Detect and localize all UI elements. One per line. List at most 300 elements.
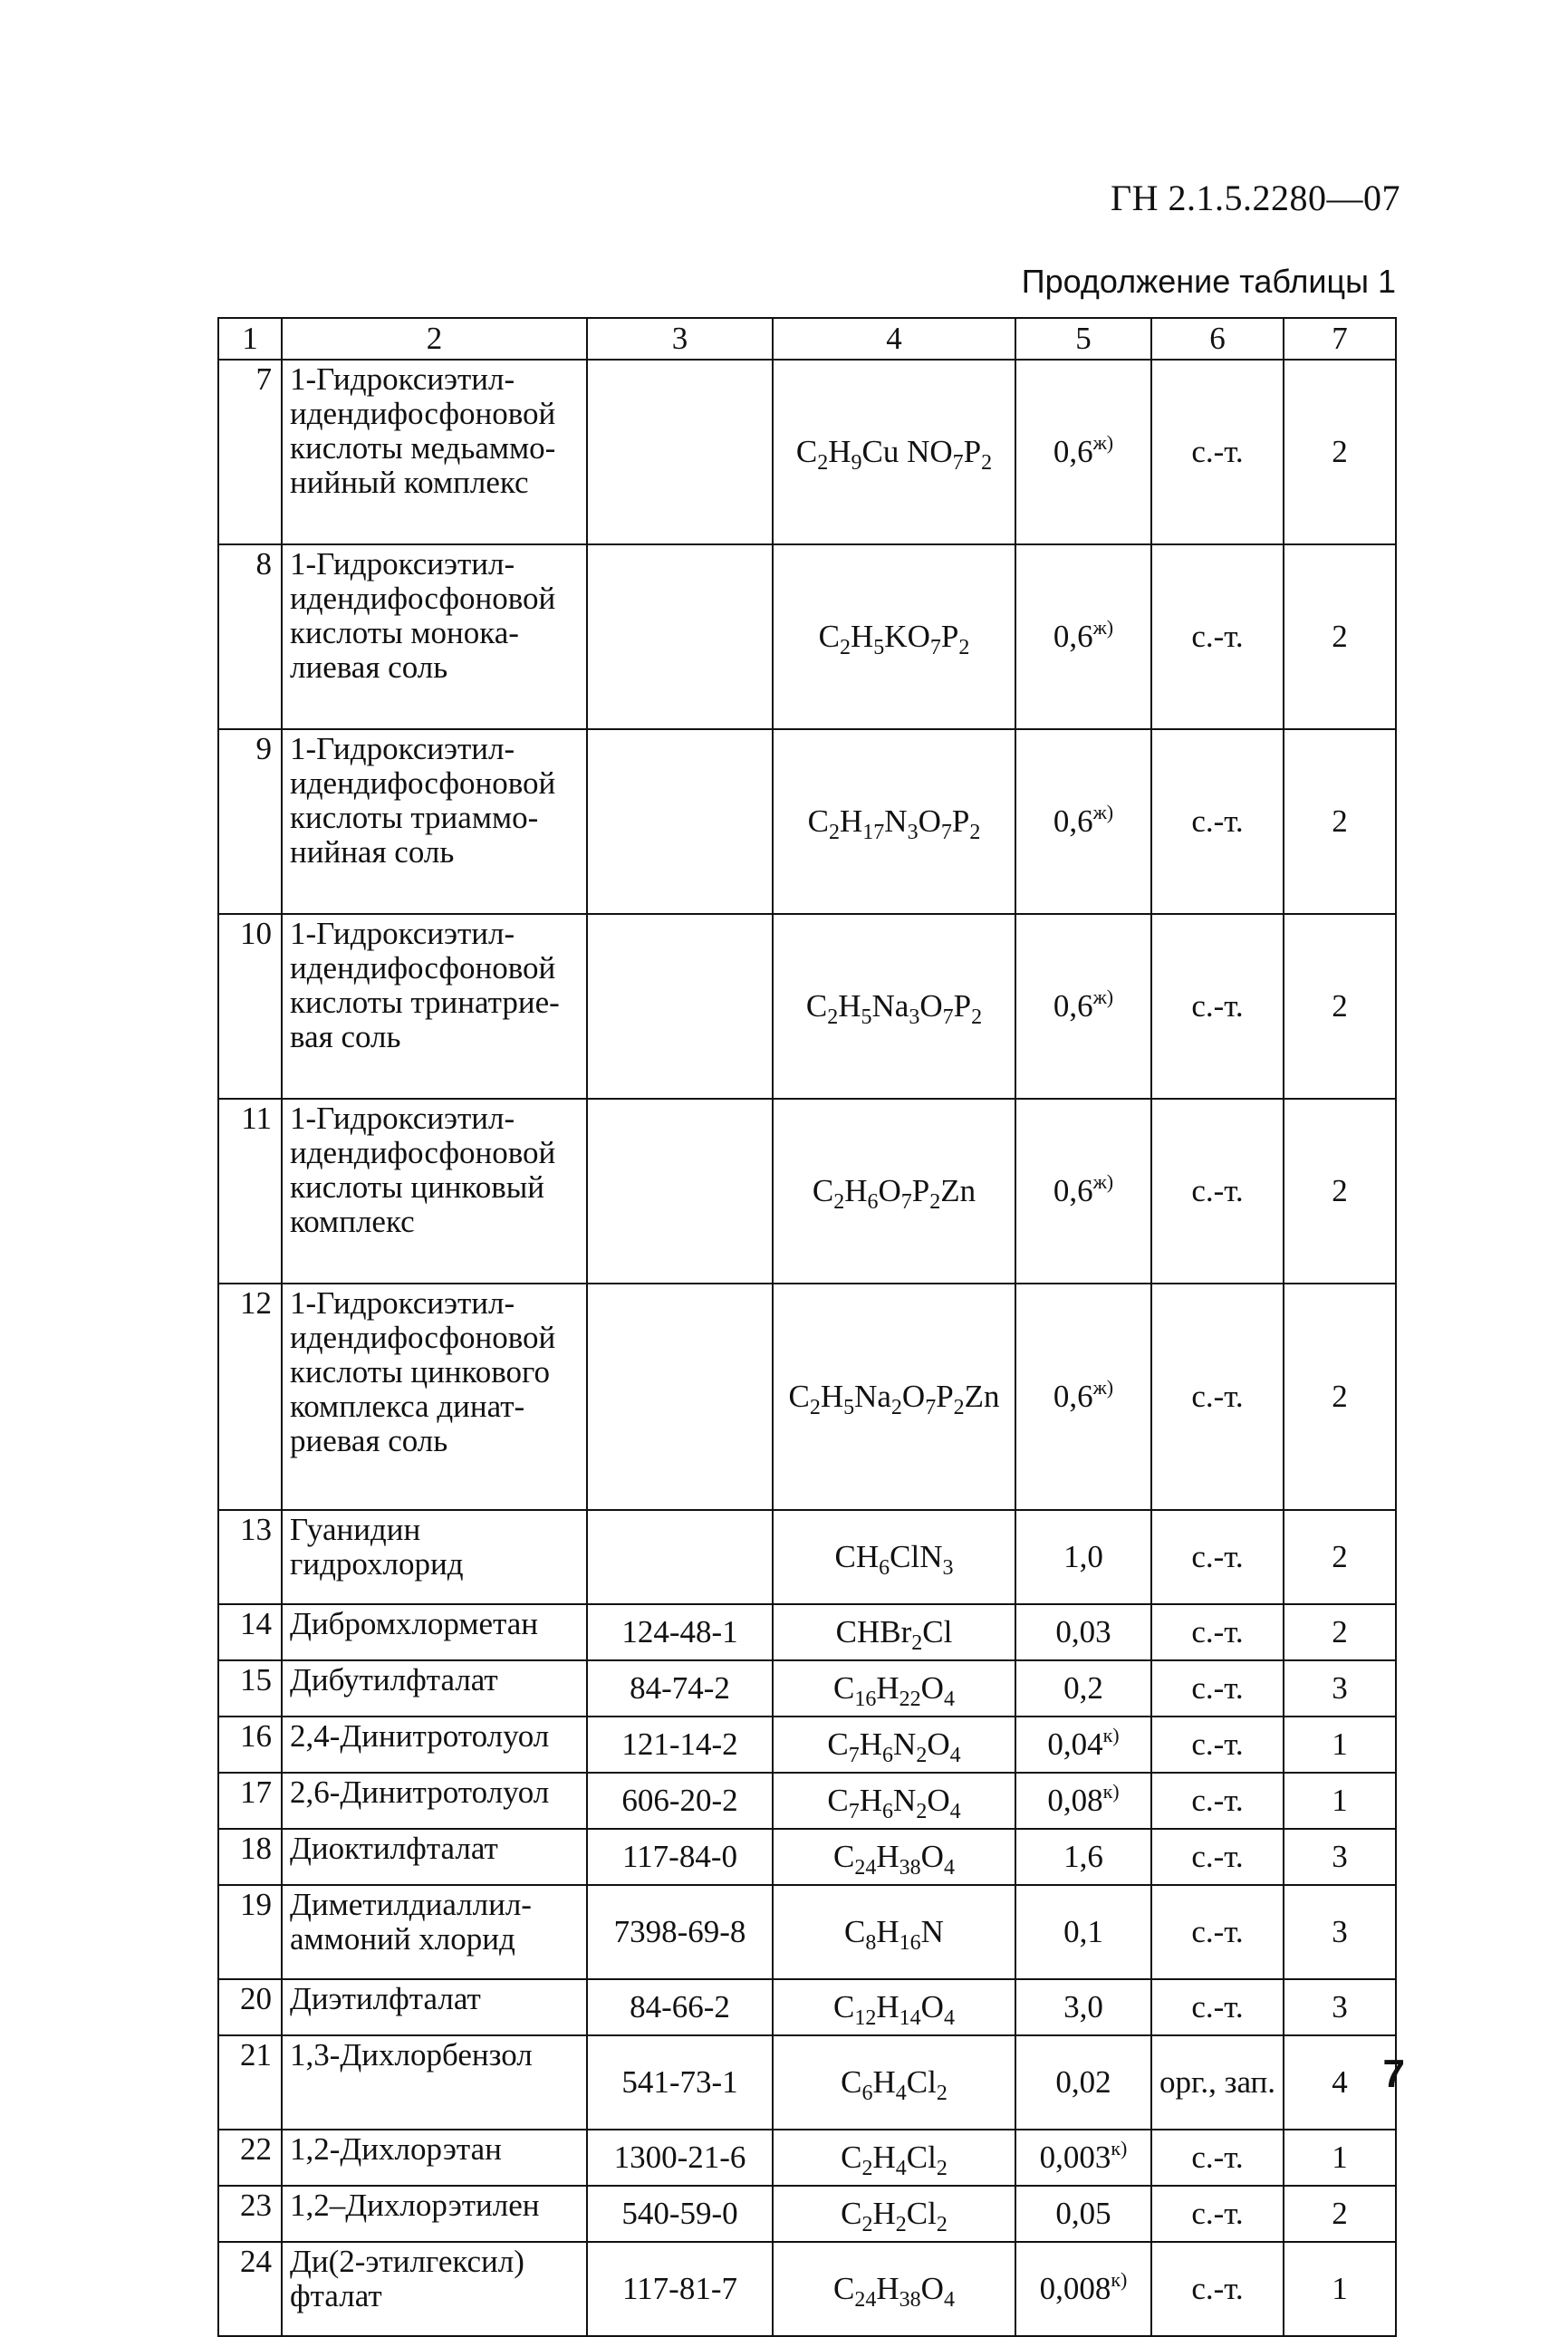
cas-number-cell: 541-73-1 [587, 2035, 773, 2130]
row-number-cell: 10 [218, 914, 282, 1099]
substance-name-cell: 2,6-Динитротолуол [282, 1773, 587, 1829]
formula-cell [773, 544, 1015, 729]
formula-subscript: 38 [899, 2288, 921, 2312]
formula-element: O [901, 1379, 926, 1414]
formula-element: O [920, 1839, 944, 1874]
formula-element: P [936, 1379, 954, 1414]
concentration-cell [1015, 1717, 1151, 1773]
cas-number-cell: 84-66-2 [587, 1979, 773, 2035]
table-row [218, 1885, 1396, 1979]
formula-subscript: 17 [862, 821, 885, 844]
formula-element: Zn [964, 1379, 1000, 1414]
row-number-cell: 11 [218, 1099, 282, 1284]
formula-element: ClN [890, 1539, 943, 1574]
cas-number-cell: 606-20-2 [587, 1773, 773, 1829]
formula-cell [773, 1660, 1015, 1717]
formula-element: H [859, 1783, 883, 1818]
formula-cell [773, 1099, 1015, 1284]
formula-element: C [805, 988, 828, 1024]
hazard-indicator-cell: с.-т. [1151, 1510, 1284, 1604]
table-row [218, 1717, 1396, 1773]
hazard-class-cell: 1 [1284, 1717, 1396, 1773]
concentration-cell [1015, 1829, 1151, 1885]
concentration-cell [1015, 1773, 1151, 1829]
formula-element: N [893, 1726, 917, 1762]
row-number-cell: 9 [218, 729, 282, 914]
concentration-value: 0,2 [1063, 1670, 1103, 1706]
formula-cell [773, 360, 1015, 544]
formula-subscript: 2 [911, 1631, 923, 1655]
row-number-cell: 20 [218, 1979, 282, 2035]
cas-number-cell [587, 360, 773, 544]
formula-element: P [953, 988, 972, 1024]
footnote-marker: к) [1111, 2268, 1128, 2291]
formula-subscript: 2 [929, 1190, 941, 1214]
row-number-cell: 18 [218, 1829, 282, 1885]
hazard-class-cell: 3 [1284, 1885, 1396, 1979]
cas-number-cell: 540-59-0 [587, 2186, 773, 2242]
concentration-value: 0,1 [1063, 1914, 1103, 1949]
formula-subscript: 2 [861, 2157, 873, 2180]
formula-subscript: 38 [899, 1856, 921, 1880]
formula-element: C [833, 1989, 855, 2024]
formula-element: P [911, 1173, 930, 1208]
table-caption: Продолжение таблицы 1 [1021, 263, 1396, 300]
formula-subscript: 24 [854, 1856, 877, 1880]
concentration-cell [1015, 1604, 1151, 1660]
formula-element: H [840, 803, 863, 839]
cas-number-cell [587, 1284, 773, 1510]
formula-subscript: 2 [840, 636, 851, 659]
hazard-class-cell: 2 [1284, 360, 1396, 544]
formula-subscript: 4 [943, 1856, 955, 1880]
formula-element: Cl [922, 1614, 953, 1649]
row-number-cell: 21 [218, 2035, 282, 2130]
formula-subscript: 4 [943, 2006, 955, 2030]
formula-subscript: 2 [936, 2213, 948, 2236]
cas-number-cell: 117-84-0 [587, 1829, 773, 1885]
table-row [218, 2242, 1396, 2336]
substance-name-cell: 1-Гидроксиэтил-идендифосфоновой кислоты цинковый комплекс [282, 1099, 587, 1284]
row-number-cell: 12 [218, 1284, 282, 1510]
hazard-class-cell: 3 [1284, 1829, 1396, 1885]
formula-subscript: 5 [873, 636, 885, 659]
hazard-indicator-cell: с.-т. [1151, 1604, 1284, 1660]
cas-number-cell [587, 1510, 773, 1604]
formula-element: N [884, 803, 908, 839]
formula-element: C [818, 619, 841, 654]
formula-subscript: 7 [900, 1190, 912, 1214]
hazard-indicator-cell: с.-т. [1151, 544, 1284, 729]
formula-subscript: 16 [854, 1688, 877, 1711]
formula-subscript: 7 [952, 451, 964, 475]
formula-element: P [951, 803, 970, 839]
hazard-class-cell: 1 [1284, 2242, 1396, 2336]
formula-element: C [788, 1379, 810, 1414]
hazard-indicator-cell: с.-т. [1151, 1284, 1284, 1510]
formula-subscript: 7 [848, 1744, 860, 1767]
row-number-cell: 13 [218, 1510, 282, 1604]
substance-name-cell: 1,3-Дихлорбензол [282, 2035, 587, 2130]
formula-element: CHBr [835, 1614, 912, 1649]
table-row [218, 1829, 1396, 1885]
table-row [218, 914, 1396, 1099]
hazard-indicator-cell: с.-т. [1151, 2130, 1284, 2186]
formula-element: C [844, 1914, 866, 1949]
formula-cell [773, 2130, 1015, 2186]
table-row [218, 1773, 1396, 1829]
substance-name-cell: Диоктилфталат [282, 1829, 587, 1885]
formula-element: Cl [906, 2064, 937, 2100]
footnote-marker: ж) [1092, 616, 1114, 639]
concentration-value: 0,6 [1053, 988, 1093, 1024]
formula-subscript: 4 [895, 2082, 907, 2105]
hazard-indicator-cell: с.-т. [1151, 1979, 1284, 2035]
formula-element: C [795, 434, 818, 469]
table-row [218, 2035, 1396, 2130]
formula-element: N [920, 1914, 944, 1949]
substance-name-cell: Диэтилфталат [282, 1979, 587, 2035]
cas-number-cell: 117-81-7 [587, 2242, 773, 2336]
formula-element: O [920, 1670, 944, 1706]
formula-subscript: 2 [895, 2213, 907, 2236]
hazard-class-cell: 4 [1284, 2035, 1396, 2130]
footnote-marker: ж) [1092, 1170, 1114, 1193]
concentration-value: 0,6 [1053, 803, 1093, 839]
concentration-value: 1,6 [1063, 1839, 1103, 1874]
formula-subscript: 2 [817, 451, 829, 475]
formula-subscript: 2 [936, 2157, 948, 2180]
formula-subscript: 14 [899, 2006, 921, 2030]
table-row [218, 1604, 1396, 1660]
formula-subscript: 4 [895, 2157, 907, 2180]
hazard-indicator-cell: с.-т. [1151, 1773, 1284, 1829]
hazard-indicator-cell: с.-т. [1151, 1885, 1284, 1979]
hazard-indicator-cell: с.-т. [1151, 729, 1284, 914]
formula-element: C [812, 1173, 834, 1208]
substance-name-cell: 1-Гидроксиэтил-идендифосфоновой кислоты тринатрие-вая соль [282, 914, 587, 1099]
footnote-marker: ж) [1092, 1376, 1114, 1399]
row-number-cell: 17 [218, 1773, 282, 1829]
hazard-class-cell: 2 [1284, 1284, 1396, 1510]
concentration-cell [1015, 2035, 1151, 2130]
formula-element: H [876, 1989, 899, 2024]
document-code: ГН 2.1.5.2280—07 [1110, 178, 1400, 218]
cas-number-cell: 84-74-2 [587, 1660, 773, 1717]
hazard-class-cell: 2 [1284, 1099, 1396, 1284]
hazard-class-cell: 3 [1284, 1660, 1396, 1717]
formula-subscript: 7 [925, 1396, 937, 1419]
formula-element: C [827, 1783, 849, 1818]
formula-subscript: 6 [882, 1800, 894, 1823]
formula-subscript: 6 [861, 2082, 873, 2105]
formula-subscript: 3 [907, 821, 919, 844]
hazard-class-cell: 2 [1284, 1604, 1396, 1660]
cas-number-cell [587, 1099, 773, 1284]
concentration-cell [1015, 544, 1151, 729]
row-number-cell: 15 [218, 1660, 282, 1717]
footnote-marker: ж) [1092, 431, 1114, 454]
formula-cell [773, 2186, 1015, 2242]
formula-element: C [833, 1839, 855, 1874]
formula-element: H [838, 988, 861, 1024]
hazard-class-cell: 1 [1284, 1773, 1396, 1829]
concentration-value: 0,04 [1047, 1726, 1103, 1762]
table-row [218, 2130, 1396, 2186]
formula-subscript: 6 [879, 1556, 890, 1580]
footnote-marker: к) [1102, 1780, 1120, 1803]
substance-name-cell: Гуанидин гидрохлорид [282, 1510, 587, 1604]
formula-element: O [918, 803, 941, 839]
formula-subscript: 2 [890, 1396, 902, 1419]
formula-element: O [927, 1783, 950, 1818]
hazard-indicator-cell: орг., зап. [1151, 2035, 1284, 2130]
formula-element: P [963, 434, 982, 469]
row-number-cell: 8 [218, 544, 282, 729]
footnote-marker: ж) [1092, 986, 1114, 1008]
hazard-indicator-cell: с.-т. [1151, 2242, 1284, 2336]
row-number-cell: 22 [218, 2130, 282, 2186]
row-number-cell: 24 [218, 2242, 282, 2336]
footnote-marker: к) [1111, 2137, 1128, 2159]
formula-cell [773, 2242, 1015, 2336]
substance-name-cell: 1-Гидроксиэтил-идендифосфоновой кислоты триаммо-нийная соль [282, 729, 587, 914]
concentration-value: 1,0 [1063, 1539, 1103, 1574]
formula-element: O [927, 1726, 950, 1762]
formula-subscript: 2 [916, 1800, 928, 1823]
formula-element: Zn [940, 1173, 976, 1208]
formula-element: H [872, 2196, 896, 2231]
concentration-cell [1015, 2242, 1151, 2336]
formula-subscript: 4 [949, 1744, 961, 1767]
formula-subscript: 2 [809, 1396, 821, 1419]
formula-element: KO [884, 619, 930, 654]
formula-element: O [919, 988, 943, 1024]
formula-cell [773, 1885, 1015, 1979]
table-row [218, 544, 1396, 729]
formula-subscript: 7 [942, 1005, 954, 1029]
formula-cell [773, 1717, 1015, 1773]
column-header: 7 [1284, 318, 1396, 360]
formula-element: C [841, 2196, 862, 2231]
formula-subscript: 2 [833, 1190, 845, 1214]
substance-name-cell: 2,4-Динитротолуол [282, 1717, 587, 1773]
row-number-cell: 19 [218, 1885, 282, 1979]
substance-name-cell: 1,2–Дихлорэтилен [282, 2186, 587, 2242]
formula-cell [773, 1604, 1015, 1660]
concentration-cell [1015, 1284, 1151, 1510]
concentration-value: 0,05 [1055, 2196, 1111, 2231]
formula-subscript: 2 [861, 2213, 873, 2236]
concentration-value: 0,02 [1055, 2064, 1111, 2100]
hazard-class-cell: 1 [1284, 2130, 1396, 2186]
formula-element: P [940, 619, 959, 654]
formula-subscript: 7 [929, 636, 941, 659]
substance-name-cell: Дибутилфталат [282, 1660, 587, 1717]
formula-cell [773, 914, 1015, 1099]
substances-table [217, 317, 1397, 2337]
cas-number-cell: 124-48-1 [587, 1604, 773, 1660]
row-number-cell: 7 [218, 360, 282, 544]
formula-element: Cu NO [861, 434, 953, 469]
formula-element: H [872, 2140, 896, 2175]
cas-number-cell: 121-14-2 [587, 1717, 773, 1773]
formula-cell [773, 2035, 1015, 2130]
formula-element: Na [871, 988, 909, 1024]
formula-element: O [920, 1989, 944, 2024]
formula-subscript: 4 [943, 2288, 955, 2312]
concentration-value: 0,6 [1053, 1173, 1093, 1208]
formula-subscript: 2 [971, 1005, 983, 1029]
row-number-cell: 14 [218, 1604, 282, 1660]
hazard-class-cell: 2 [1284, 914, 1396, 1099]
substance-name-cell: 1,2-Дихлорэтан [282, 2130, 587, 2186]
formula-subscript: 9 [851, 451, 862, 475]
concentration-value: 0,008 [1039, 2271, 1111, 2306]
cas-number-cell [587, 544, 773, 729]
table-row [218, 360, 1396, 544]
hazard-class-cell: 2 [1284, 729, 1396, 914]
table-row [218, 1979, 1396, 2035]
formula-element: H [876, 1839, 899, 1874]
cas-number-cell: 1300-21-6 [587, 2130, 773, 2186]
formula-element: H [828, 434, 851, 469]
formula-subscript: 12 [854, 2006, 877, 2030]
row-number-cell: 23 [218, 2186, 282, 2242]
cas-number-cell [587, 914, 773, 1099]
formula-element: O [878, 1173, 901, 1208]
column-header: 2 [282, 318, 587, 360]
formula-subscript: 2 [827, 1005, 839, 1029]
concentration-cell [1015, 1885, 1151, 1979]
formula-subscript: 24 [854, 2288, 877, 2312]
concentration-cell [1015, 1660, 1151, 1717]
formula-element: H [859, 1726, 883, 1762]
table-row [218, 729, 1396, 914]
formula-subscript: 2 [969, 821, 981, 844]
formula-cell [773, 1773, 1015, 1829]
formula-element: C [841, 2140, 862, 2175]
formula-element: H [876, 1914, 899, 1949]
hazard-indicator-cell: с.-т. [1151, 914, 1284, 1099]
formula-subscript: 2 [936, 2082, 948, 2105]
concentration-value: 0,003 [1039, 2140, 1111, 2175]
formula-subscript: 2 [981, 451, 993, 475]
table-row [218, 1660, 1396, 1717]
formula-subscript: 2 [953, 1396, 965, 1419]
concentration-cell [1015, 2130, 1151, 2186]
formula-subscript: 2 [916, 1744, 928, 1767]
concentration-cell [1015, 2186, 1151, 2242]
formula-element: N [893, 1783, 917, 1818]
formula-subscript: 5 [861, 1005, 872, 1029]
formula-element: H [820, 1379, 844, 1414]
formula-element: H [876, 2271, 899, 2306]
concentration-value: 3,0 [1063, 1989, 1103, 2024]
table-row [218, 2186, 1396, 2242]
table-row [218, 1284, 1396, 1510]
formula-subscript: 8 [865, 1931, 877, 1955]
formula-element: H [876, 1670, 899, 1706]
hazard-indicator-cell: с.-т. [1151, 1099, 1284, 1284]
hazard-class-cell: 3 [1284, 1979, 1396, 2035]
substance-name-cell: Ди(2-этилгексил) фталат [282, 2242, 587, 2336]
hazard-indicator-cell: с.-т. [1151, 1717, 1284, 1773]
hazard-class-cell: 2 [1284, 1510, 1396, 1604]
formula-subscript: 6 [867, 1190, 879, 1214]
hazard-class-cell: 2 [1284, 544, 1396, 729]
table-row [218, 1099, 1396, 1284]
formula-subscript: 3 [909, 1005, 920, 1029]
formula-element: C [833, 2271, 855, 2306]
cas-number-cell: 7398-69-8 [587, 1885, 773, 1979]
substance-name-cell: 1-Гидроксиэтил-идендифосфоновой кислоты цинкового комплекса динат-риевая соль [282, 1284, 587, 1510]
substance-name-cell: 1-Гидроксиэтил-идендифосфоновой кислоты медьаммо-нийный комплекс [282, 360, 587, 544]
formula-element: C [807, 803, 830, 839]
column-header: 1 [218, 318, 282, 360]
cas-number-cell [587, 729, 773, 914]
hazard-indicator-cell: с.-т. [1151, 1660, 1284, 1717]
formula-element: Cl [906, 2196, 937, 2231]
formula-element: Na [854, 1379, 891, 1414]
formula-element: H [872, 2064, 896, 2100]
formula-element: C [841, 2064, 862, 2100]
hazard-indicator-cell: с.-т. [1151, 1829, 1284, 1885]
formula-element: O [920, 2271, 944, 2306]
formula-subscript: 2 [829, 821, 841, 844]
concentration-cell [1015, 914, 1151, 1099]
concentration-cell [1015, 360, 1151, 544]
hazard-class-cell: 2 [1284, 2186, 1396, 2242]
formula-cell [773, 1510, 1015, 1604]
hazard-indicator-cell: с.-т. [1151, 360, 1284, 544]
formula-subscript: 2 [958, 636, 970, 659]
formula-subscript: 7 [848, 1800, 860, 1823]
column-header: 5 [1015, 318, 1151, 360]
concentration-cell [1015, 1979, 1151, 2035]
substance-name-cell: Дибромхлорметан [282, 1604, 587, 1660]
table-row [218, 1510, 1396, 1604]
formula-cell [773, 1829, 1015, 1885]
concentration-value: 0,6 [1053, 434, 1093, 469]
formula-subscript: 6 [882, 1744, 894, 1767]
formula-subscript: 22 [899, 1688, 921, 1711]
formula-cell [773, 1284, 1015, 1510]
column-header: 6 [1151, 318, 1284, 360]
table-header-row [218, 318, 1396, 360]
formula-subscript: 4 [949, 1800, 961, 1823]
concentration-cell [1015, 1099, 1151, 1284]
concentration-value: 0,03 [1055, 1614, 1111, 1649]
formula-element: CH [834, 1539, 880, 1574]
column-header: 3 [587, 318, 773, 360]
footnote-marker: ж) [1092, 801, 1114, 823]
row-number-cell: 16 [218, 1717, 282, 1773]
formula-element: C [827, 1726, 849, 1762]
substance-name-cell: Диметилдиаллил-аммоний хлорид [282, 1885, 587, 1979]
page-number: 7 [1382, 2052, 1405, 2096]
formula-cell [773, 1979, 1015, 2035]
concentration-value: 0,6 [1053, 619, 1093, 654]
concentration-cell [1015, 1510, 1151, 1604]
formula-subscript: 3 [942, 1556, 954, 1580]
hazard-indicator-cell: с.-т. [1151, 2186, 1284, 2242]
formula-subscript: 7 [940, 821, 952, 844]
formula-element: H [851, 619, 874, 654]
formula-subscript: 16 [899, 1931, 921, 1955]
formula-subscript: 5 [843, 1396, 855, 1419]
footnote-marker: к) [1102, 1724, 1120, 1746]
